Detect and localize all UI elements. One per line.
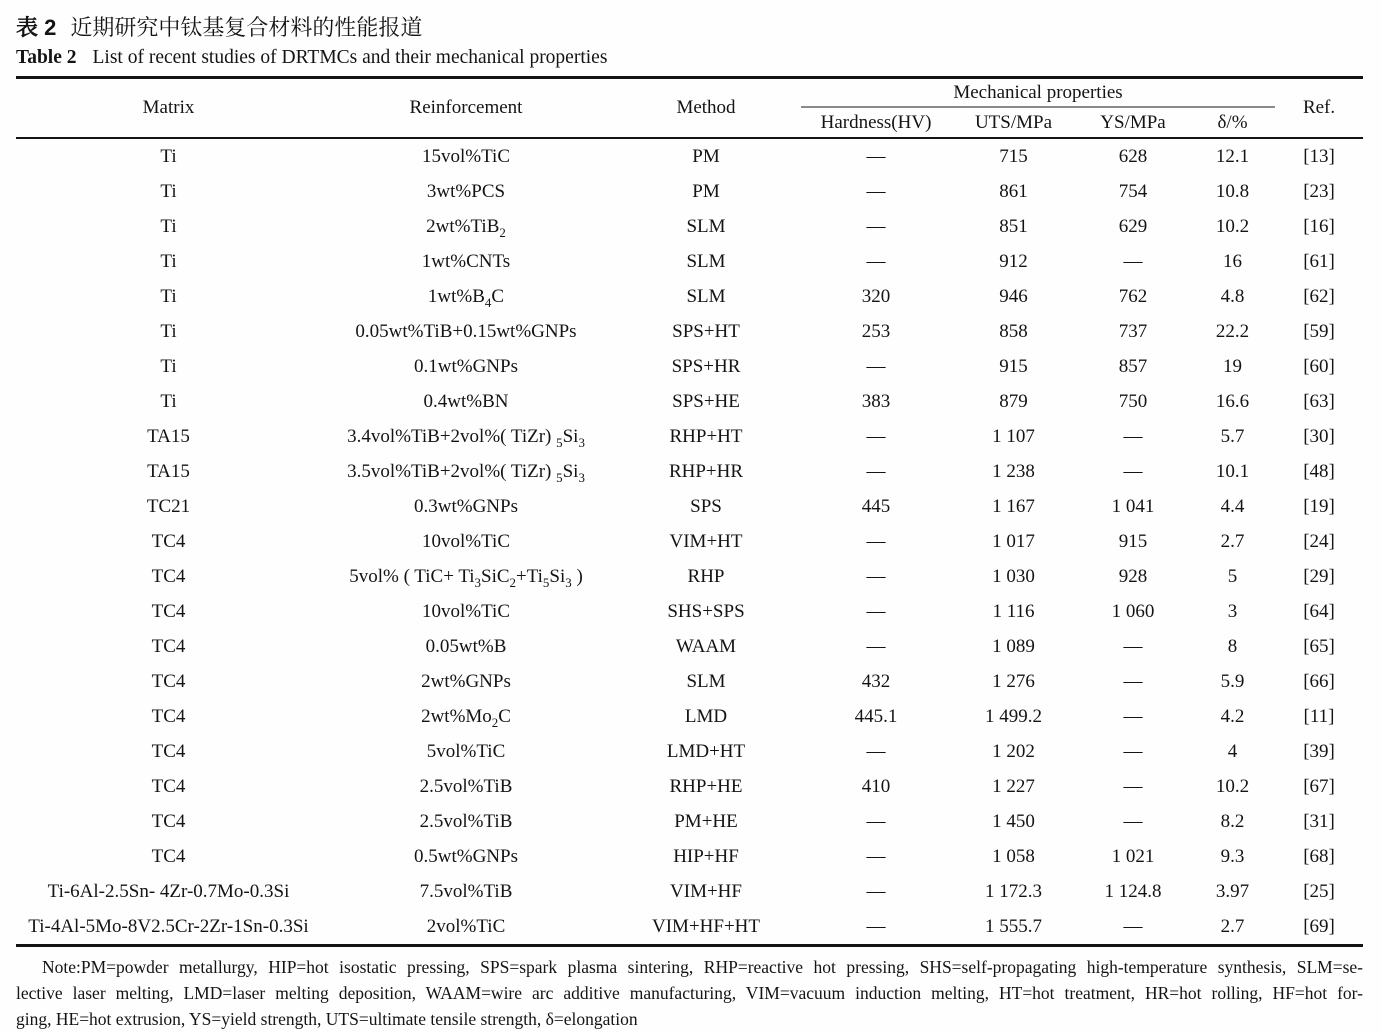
cell-uts: 1 167 [992,495,1035,517]
cell-hardness: — [866,565,886,587]
cell-elongation: 2.7 [1220,530,1245,552]
cell-reinforcement: 0.4wt%BN [423,390,509,412]
cell-reinforcement: 5vol%TiC [426,740,506,762]
cell-elongation: 4 [1227,740,1238,762]
cell-uts: 1 227 [992,775,1035,797]
cell-ys: 750 [1118,390,1148,412]
cell-elongation: 5.7 [1220,425,1245,447]
table-row [16,839,1363,874]
col-header-mechanical-properties: Mechanical properties [801,78,1275,108]
table-row [16,419,1363,454]
cell-hardness: — [866,915,886,937]
cell-matrix: Ti [160,285,177,307]
note-line: Note:PM=powder metallurgy, HIP=hot isostatic pressing, SPS=spark plasma sintering, RHP=reactive hot pressing, SHS=self-propagating high-temperature synthesis, SLM=se- [42,957,1363,977]
cell-elongation: 5 [1227,565,1238,587]
cell-uts: 946 [999,285,1028,307]
cell-uts: 861 [999,180,1028,202]
cell-reinforcement: 10vol%TiC [422,600,510,622]
table-row [16,664,1363,699]
cell-reinforcement: 2vol%TiC [426,915,506,937]
cell-elongation: 4.2 [1220,705,1245,727]
cell-ys: 1 041 [1111,495,1155,517]
table-row [16,174,1363,209]
cell-elongation: 3 [1227,600,1238,622]
cell-uts: 1 107 [992,425,1035,447]
cell-hardness: — [866,810,886,832]
cell-matrix: TC4 [151,635,186,657]
table-row [16,734,1363,769]
table-row [16,384,1363,419]
cell-method: SPS+HT [672,320,740,342]
cell-elongation: 22.2 [1215,320,1250,342]
cell-matrix: Ti-4Al-5Mo-8V2.5Cr-2Zr-1Sn-0.3Si [28,915,309,937]
cell-hardness: — [866,250,886,272]
cell-method: RHP+HR [668,460,744,482]
cell-ref: [65] [1303,635,1335,657]
cell-matrix: TC4 [151,705,186,727]
cell-hardness: — [866,600,886,622]
cell-ref: [13] [1303,145,1335,167]
col-header-hardness: Hardness(HV) [801,107,951,138]
cell-uts: 1 017 [992,530,1035,552]
cell-ref: [61] [1303,250,1335,272]
cell-matrix: Ti [160,250,177,272]
cell-reinforcement: $1wt\%B_4C$ [427,285,505,310]
col-header-ys: YS/MPa [1076,107,1190,138]
table-row [16,699,1363,734]
cell-ref: [31] [1303,810,1335,832]
cell-ref: [69] [1303,915,1335,937]
cell-ys: — [1123,250,1143,272]
cell-elongation: 4.4 [1220,495,1245,517]
cell-matrix: TC4 [151,600,186,622]
cell-hardness: 410 [861,775,891,797]
cell-uts: 1 499.2 [985,705,1042,727]
note-line: lective laser melting, LMD=laser melting deposition, WAAM=wire arc additive manufacturing, VIM=vacuum induction melting, HT=hot treatment, HR=hot rolling, HF=hot for- [16,983,1363,1003]
cell-method: SPS+HE [672,390,740,412]
cell-uts: 1 202 [992,740,1035,762]
cell-elongation: 8.2 [1220,810,1245,832]
table-row [16,629,1363,664]
note-line: ging, HE=hot extrusion, YS=yield strength, UTS=ultimate tensile strength, δ=elongation [16,1009,638,1029]
cell-hardness: — [866,635,886,657]
cell-uts: 1 276 [992,670,1035,692]
cell-ys: 737 [1118,320,1148,342]
cell-ref: [11] [1303,705,1335,727]
cell-reinforcement: $2wt\%Mo_2C$ [421,705,511,730]
cell-uts: 1 030 [992,565,1035,587]
cell-matrix: Ti [160,215,177,237]
cell-ref: [60] [1303,355,1335,377]
cell-ys: — [1123,915,1143,937]
cell-uts: 1 116 [992,600,1035,622]
cell-uts: 1 450 [992,810,1035,832]
cell-matrix: TA15 [147,460,190,482]
cell-ys: — [1123,810,1143,832]
cell-hardness: 432 [861,670,891,692]
cell-method: RHP+HE [669,775,743,797]
cell-method: HIP+HF [673,845,739,867]
cell-matrix: TC21 [146,495,191,517]
cell-ref: [39] [1303,740,1335,762]
col-header-reinforcement: Reinforcement [321,78,611,139]
cell-ref: [48] [1303,460,1335,482]
table-row [16,524,1363,559]
cell-elongation: 5.9 [1220,670,1245,692]
cell-elongation: 16 [1223,250,1243,272]
cell-method: PM [692,145,720,167]
cell-uts: 851 [999,215,1028,237]
table-row [16,454,1363,489]
table-caption-zh [16,12,1363,43]
cell-method: RHP+HT [669,425,743,447]
cell-hardness: — [866,145,886,167]
cell-elongation: 2.7 [1220,915,1245,937]
cell-ref: [62] [1303,285,1335,307]
cell-reinforcement: 5vol% ( $TiC+ Ti_3SiC_2+Ti_5Si_3$ ) [349,565,583,590]
cell-matrix: Ti [160,145,177,167]
cell-hardness: 445 [861,495,891,517]
cell-ref: [59] [1303,320,1335,342]
table-number-en: Table 2 [16,47,77,68]
table-row [16,314,1363,349]
cell-elongation: 10.1 [1215,460,1250,482]
cell-ys: — [1123,670,1143,692]
properties-table [16,76,1363,947]
cell-matrix: TC4 [151,565,186,587]
cell-matrix: Ti-6Al-2.5Sn- 4Zr-0.7Mo-0.3Si [47,880,290,902]
cell-method: LMD [684,705,728,727]
cell-matrix: TC4 [151,845,186,867]
cell-reinforcement: 2wt%GNPs [421,670,511,692]
cell-reinforcement: 15vol%TiC [422,145,510,167]
cell-ys: 1 060 [1111,600,1155,622]
cell-uts: 1 172.3 [985,880,1042,902]
table-row [16,594,1363,629]
cell-ys: 1 021 [1111,845,1155,867]
table-title-zh: 近期研究中钛基复合材料的性能报道 [70,15,423,40]
cell-matrix: TC4 [151,775,186,797]
cell-reinforcement: 2.5vol%TiB [419,775,513,797]
cell-elongation: 19 [1223,355,1243,377]
cell-uts: 858 [999,320,1028,342]
cell-reinforcement: 3wt%PCS [426,180,506,202]
cell-reinforcement: 0.05wt%B [425,635,507,657]
cell-ref: [68] [1303,845,1335,867]
cell-ref: [24] [1303,530,1335,552]
cell-matrix: TC4 [151,530,186,552]
cell-elongation: 3.97 [1215,880,1250,902]
cell-hardness: 253 [861,320,891,342]
cell-uts: 915 [999,355,1028,377]
cell-uts: 1 089 [992,635,1035,657]
cell-ref: [67] [1303,775,1335,797]
table-row [16,804,1363,839]
table-row [16,209,1363,244]
cell-method: SPS [690,495,722,517]
cell-reinforcement: 0.5wt%GNPs [414,845,518,867]
table-row [16,489,1363,524]
cell-ref: [25] [1303,880,1335,902]
cell-elongation: 10.2 [1215,215,1250,237]
cell-hardness: — [866,530,886,552]
col-header-matrix: Matrix [16,78,321,139]
table-row [16,769,1363,804]
cell-uts: 879 [999,390,1028,412]
cell-hardness: 445.1 [854,705,898,727]
cell-reinforcement: 1wt%CNTs [421,250,511,272]
cell-reinforcement: 3.5vol%TiB+2vol%( TiZr) $_5Si_3$ [347,460,585,485]
table-row [16,874,1363,909]
cell-ys: — [1123,740,1143,762]
cell-elongation: 4.8 [1220,285,1245,307]
cell-uts: 1 058 [992,845,1035,867]
cell-reinforcement: 0.3wt%GNPs [414,495,518,517]
cell-elongation: 10.2 [1215,775,1250,797]
cell-reinforcement: 2.5vol%TiB [419,810,513,832]
cell-method: SLM [686,285,726,307]
cell-ys: 754 [1118,180,1148,202]
cell-elongation: 16.6 [1215,390,1250,412]
cell-reinforcement: 0.05wt%TiB+0.15wt%GNPs [355,320,577,342]
table-row [16,559,1363,594]
cell-uts: 1 555.7 [985,915,1042,937]
cell-elongation: 10.8 [1215,180,1250,202]
cell-ref: [16] [1303,215,1335,237]
cell-ref: [63] [1303,390,1335,412]
table-row [16,909,1363,946]
cell-ys: — [1123,460,1143,482]
cell-method: SPS+HR [671,355,741,377]
cell-ref: [19] [1303,495,1335,517]
table-number-zh: 表 2 [16,15,57,40]
cell-matrix: Ti [160,390,177,412]
cell-method: SHS+SPS [667,600,745,622]
table-row [16,279,1363,314]
cell-elongation: 8 [1227,635,1238,657]
cell-matrix: TC4 [151,810,186,832]
cell-reinforcement: 2wt%TiB$_2$ [426,215,506,240]
cell-hardness: — [866,180,886,202]
col-header-uts: UTS/MPa [951,107,1076,138]
cell-ys: — [1123,425,1143,447]
cell-reinforcement: 3.4vol%TiB+2vol%( TiZr) $_5Si_3$ [347,425,585,450]
cell-ys: 915 [1118,530,1148,552]
cell-method: VIM+HT [669,530,743,552]
cell-hardness: — [866,460,886,482]
cell-hardness: 383 [861,390,891,412]
cell-reinforcement: 10vol%TiC [422,530,510,552]
table-row [16,349,1363,384]
cell-ys: — [1123,635,1143,657]
cell-method: PM [692,180,720,202]
cell-uts: 1 238 [992,460,1035,482]
cell-hardness: — [866,880,886,902]
table-title-en: List of recent studies of DRTMCs and their mechanical properties [92,47,608,68]
cell-method: SLM [686,250,726,272]
cell-reinforcement: 0.1wt%GNPs [414,355,518,377]
cell-ys: 762 [1118,285,1148,307]
cell-hardness: — [866,845,886,867]
cell-hardness: — [866,355,886,377]
cell-elongation: 12.1 [1215,145,1250,167]
cell-method: LMD+HT [666,740,746,762]
cell-ref: [23] [1303,180,1335,202]
cell-uts: 912 [999,250,1028,272]
cell-uts: 715 [999,145,1028,167]
col-header-method: Method [611,78,801,139]
cell-elongation: 9.3 [1220,845,1245,867]
cell-reinforcement: 7.5vol%TiB [419,880,513,902]
col-header-ref: Ref. [1275,78,1363,139]
table-caption-en [16,43,1363,73]
cell-ys: 928 [1118,565,1148,587]
cell-method: SLM [686,670,726,692]
cell-ref: [64] [1303,600,1335,622]
cell-matrix: TC4 [151,670,186,692]
cell-method: VIM+HF+HT [652,915,760,937]
cell-matrix: TC4 [151,740,186,762]
cell-ys: — [1123,775,1143,797]
cell-ys: 629 [1118,215,1148,237]
cell-matrix: Ti [160,320,177,342]
cell-ys: 1 124.8 [1104,880,1162,902]
cell-method: RHP [687,565,725,587]
table-row [16,138,1363,174]
cell-method: VIM+HF [670,880,742,902]
cell-ref: [29] [1303,565,1335,587]
col-header-elongation: δ/% [1190,107,1275,138]
cell-method: PM+HE [674,810,738,832]
cell-hardness: — [866,740,886,762]
table-note [16,954,1363,1032]
table-body [16,138,1363,946]
cell-method: WAAM [675,635,737,657]
cell-hardness: — [866,425,886,447]
cell-method: SLM [686,215,726,237]
cell-ys: 628 [1118,145,1148,167]
cell-ys: — [1123,705,1143,727]
cell-matrix: Ti [160,180,177,202]
table-row [16,244,1363,279]
cell-ref: [66] [1303,670,1335,692]
cell-hardness: 320 [861,285,891,307]
cell-ys: 857 [1118,355,1148,377]
cell-hardness: — [866,215,886,237]
cell-matrix: Ti [160,355,177,377]
cell-matrix: TA15 [147,425,190,447]
cell-ref: [30] [1303,425,1335,447]
